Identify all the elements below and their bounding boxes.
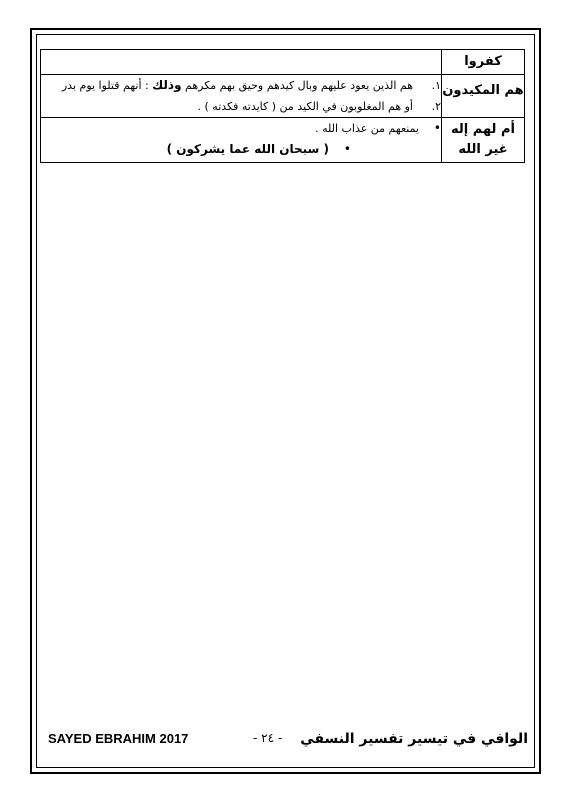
row-body-ilah: [41, 118, 442, 163]
table-row: [41, 75, 525, 118]
item-text: أو هم المغلوبون في الكيد من ( كايدته فكدته ) .: [197, 100, 413, 113]
item-text: [62, 75, 413, 96]
item-number: ٢.: [431, 100, 441, 113]
item-text-part: هم الذين يعود عليهم وبال كيدهم وحيق بهم مكرهم: [185, 79, 413, 92]
tafsir-table: [40, 49, 525, 163]
footer-book-title: الوافي في تيسير تفسير النسفي: [300, 731, 528, 747]
list-item: [41, 118, 441, 139]
page-number: - ٢٤ -: [253, 731, 283, 745]
item-bold-word: وذلك: [152, 78, 182, 92]
list-item: [41, 139, 441, 160]
item-number: ١.: [431, 79, 441, 92]
header-key-cell: كفروا: [442, 50, 525, 75]
row-key-makidun: هم المكيدون: [442, 75, 525, 118]
footer-author: SAYED EBRAHIM 2017: [48, 731, 189, 746]
table-row: [41, 118, 525, 163]
list-item: [41, 96, 441, 117]
header-empty-cell: [41, 50, 442, 75]
table-header-row: [41, 50, 525, 75]
row-body-makidun: [41, 75, 442, 118]
item-text-part: : أنهم قتلوا يوم بدر: [61, 79, 149, 92]
tasbih-text: ( سبحان الله عما يشركون ): [166, 142, 329, 156]
list-item: [41, 75, 441, 96]
bullet-icon: •: [433, 121, 441, 135]
page-footer: [48, 731, 528, 753]
item-text: يمنعهم من عذاب الله .: [315, 122, 419, 135]
row-key-ilah: أم لهم إله غير الله: [442, 118, 525, 163]
bullet-icon: •: [343, 142, 351, 156]
